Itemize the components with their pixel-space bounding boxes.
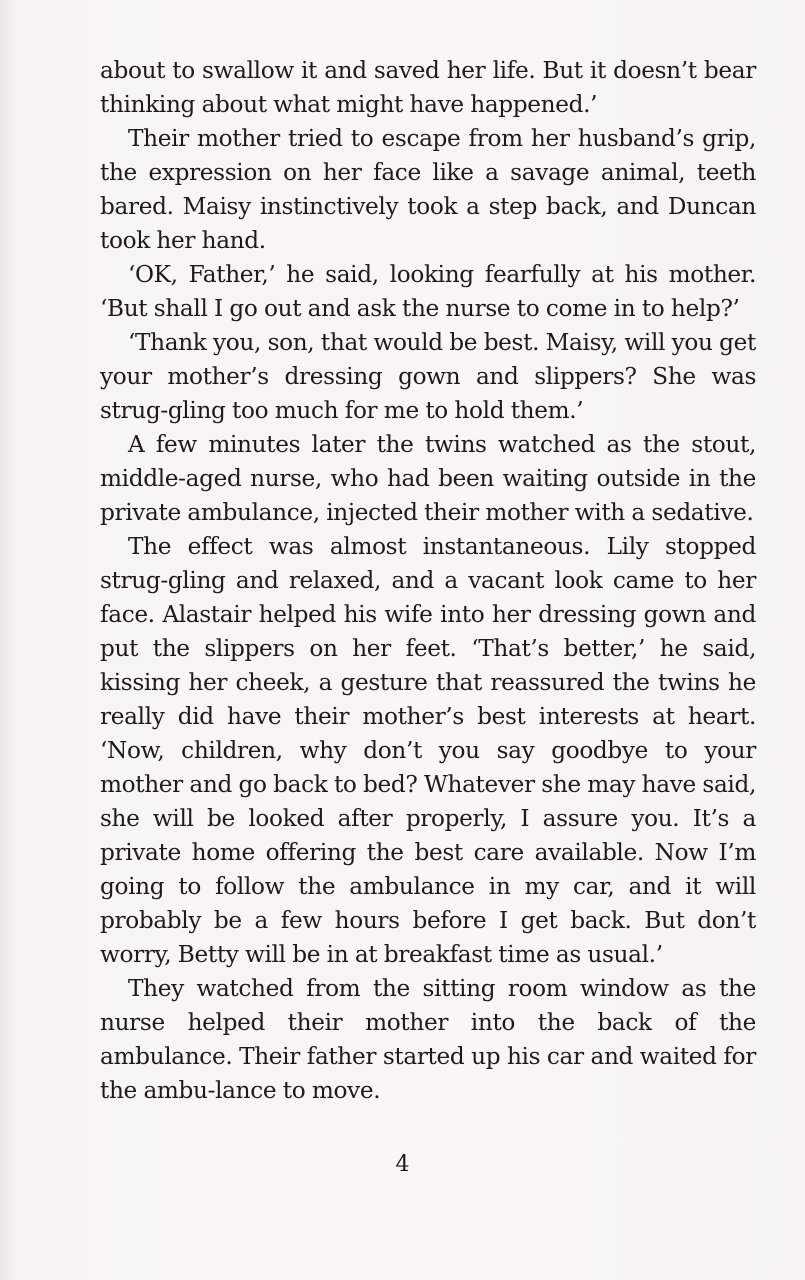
paragraph: The effect was almost instantaneous. Lily stopped strug-gling and relaxed, and a vacant look came to her face. Alastair helped his wife into her dressing gown and put the slippers on her feet. ‘That’s better,’ he said, kissing her cheek, a gesture that reassured the twins he really did have their mother’s best interests at heart. ‘Now, children, why don’t you say goodbye to your mother and go back to bed? Whatever she may have said, she will be looked after properly, I assure you. It’s a private home offering the best care available. Now I’m going to follow the ambulance in my car, and it will probably be a few hours before I get back. But don’t worry, Betty will be in at breakfast time as usual.’	[100, 533, 756, 968]
body-text	[100, 54, 756, 1108]
paragraph: about to swallow it and saved her life. But it doesn’t bear thinking about what might have happened.’	[100, 57, 756, 118]
paragraph: A few minutes later the twins watched as the stout, middle-aged nurse, who had been waiting outside in the private ambulance, injected their mother with a sedative.	[100, 431, 756, 526]
paragraph: Their mother tried to escape from her husband’s grip, the expression on her face like a savage animal, teeth bared. Maisy instinctively took a step back, and Duncan took her hand.	[100, 125, 756, 254]
paragraph: They watched from the sitting room window as the nurse helped their mother into the back of the ambulance. Their father started up his car and waited for the ambu-lance to move.	[100, 975, 756, 1104]
paragraph: ‘OK, Father,’ he said, looking fearfully at his mother. ‘But shall I go out and ask the nurse to come in to help?’	[100, 261, 756, 322]
page-number: 4	[395, 1152, 410, 1177]
paragraph: ‘Thank you, son, that would be best. Maisy, will you get your mother’s dressing gown and slippers? She was strug-gling too much for me to hold them.’	[100, 329, 756, 424]
